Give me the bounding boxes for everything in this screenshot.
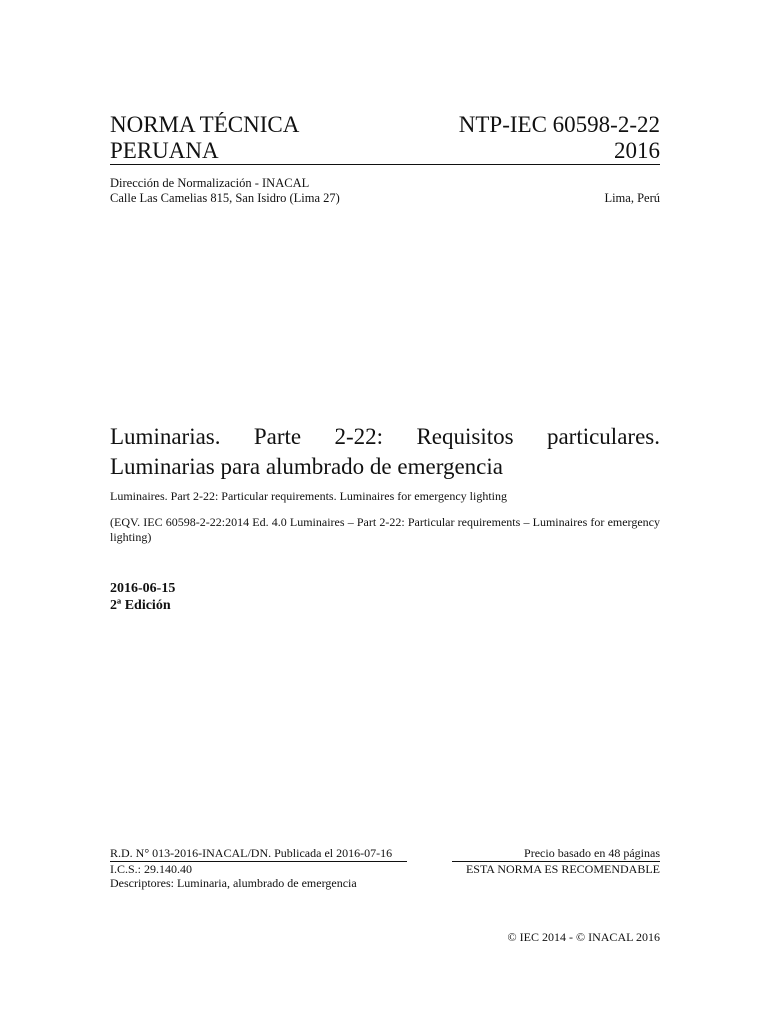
equivalence-note: (EQV. IEC 60598-2-22:2014 Ed. 4.0 Luminaires – Part 2-22: Particular requirements – Luminaires for emergency lighting)	[110, 515, 660, 544]
recommendation-status: ESTA NORMA ES RECOMENDABLE	[465, 862, 660, 876]
title-word: Parte	[253, 424, 302, 449]
title-word: particulares.	[546, 424, 660, 449]
title-word: Requisitos	[416, 424, 514, 449]
issuer-city: Lima, Perú	[604, 191, 660, 205]
standard-type-heading	[110, 112, 299, 164]
standard-code: NTP-IEC 60598-2-22	[458, 112, 660, 137]
english-title: Luminaires. Part 2-22: Particular requirements. Luminaires for emergency lighting	[110, 489, 507, 503]
standard-type-line2: PERUANA	[110, 138, 219, 163]
resolution-reference: R.D. N° 013-2016-INACAL/DN. Publicada el 2016-07-16	[110, 846, 407, 862]
standard-type-line1: NORMA TÉCNICA	[110, 112, 300, 137]
price-note: Precio basado en 48 páginas	[452, 846, 660, 862]
approval-date: 2016-06-15	[110, 581, 176, 596]
standard-code-heading	[459, 112, 660, 164]
standard-year: 2016	[614, 138, 660, 163]
edition: 2ª Edición	[110, 598, 171, 613]
copyright: © IEC 2014 - © INACAL 2016	[507, 930, 660, 944]
title-word: Luminarias.	[110, 424, 221, 449]
header-divider	[110, 164, 660, 165]
issuer-address	[110, 176, 340, 206]
descriptors: Descriptores: Luminaria, alumbrado de emergencia	[110, 876, 357, 890]
document-title-line1	[110, 422, 660, 452]
issuer-name: Dirección de Normalización - INACAL	[110, 176, 310, 190]
title-word: 2-22:	[334, 424, 384, 449]
issuer-street: Calle Las Camelias 815, San Isidro (Lima 27)	[110, 191, 340, 205]
document-title-line2: Luminarias para alumbrado de emergencia	[110, 454, 503, 479]
ics-code: I.C.S.: 29.140.40	[110, 862, 193, 876]
document-title	[110, 422, 660, 482]
